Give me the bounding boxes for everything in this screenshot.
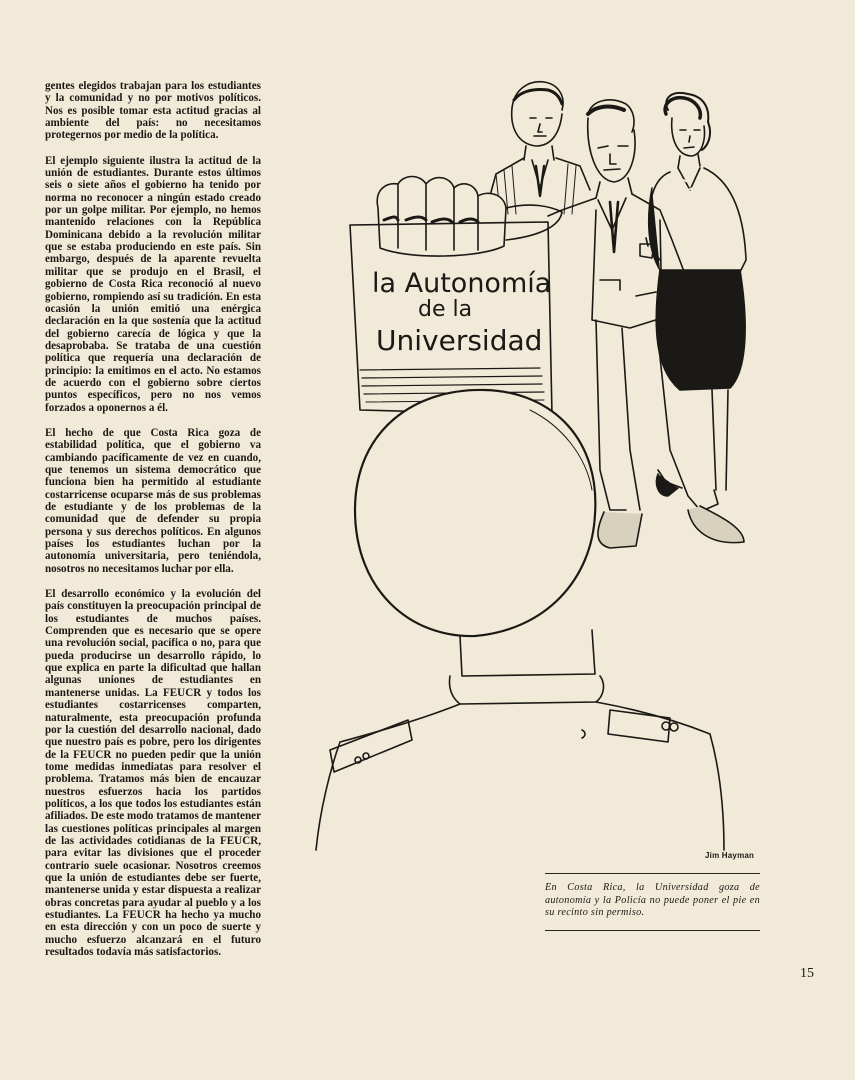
illustration-credit: Jim Hayman: [705, 851, 755, 860]
sign-line-1: la Autonomía: [372, 268, 552, 299]
woman-figure: [649, 93, 746, 510]
background-man-figure: [486, 82, 590, 214]
sign-line-2: de la: [418, 297, 473, 322]
police-officer-figure: [316, 390, 724, 850]
sign-text-group: [372, 268, 551, 357]
article-paragraph-3: El hecho de que Costa Rica goza de estabilidad política, que el gobierno va cambiando pacíficamente de vez en cuando, que tenemos un sistema democrático que funciona bien ha permitido al estudiante costarricense ocuparse más de sus problemas de estudiante y de los problemas de la comunidad que de defender su propia persona y sus derechos políticos. En algunos países los estudiantes luchan por la autonomía universitaria, pero teniéndola, nosotros no necesitamos luchar por ella.: [45, 426, 261, 575]
illustration-caption: En Costa Rica, la Universidad goza de autonomía y la Policía no puede poner el pie en su recinto sin permiso.: [545, 882, 760, 918]
illustration-police-and-university: [300, 70, 800, 860]
fist-figure: [377, 177, 562, 257]
article-paragraph-1: gentes elegidos trabajan para los estudiantes y la comunidad y no por motivos políticos. Nos es posible tomar esta actitud gracias al ambiente del país: no necesitamos protegernos por medio de la política.: [45, 80, 261, 142]
sign-line-3: Universidad: [376, 324, 543, 357]
article-paragraph-4: El desarrollo económico y la evolución del país constituyen la preocupación principal de los estudiantes de muchos países. Comprenden que es necesario que se opere una revolución social, pacífica o no, para que pueda producirse un desarrollo rápido, lo que explica en parte la dificultad que hallan algunas uniones de estudiantes en mantenerse unidas. La FEUCR y todos los estudiantes costarricenses comparten, naturalmente, esta preocupación profunda por la cuestión del desarrollo nacional, dado que nuestro país es pobre, pero los dirigentes de la FEUCR no pueden pedir que la unión tome medidas inmediatas para resolver el problema. Tratamos más bien de encauzar nuestros esfuerzos hacia los partidos políticos, a los que todos los estudiantes están afiliados. De este modo tratamos de mantener las cuestiones políticas principales al margen de las actividades cotidianas de la FEUCR, para evitar las divisiones que el proceder contrario suele ocasionar. Nosotros creemos que la unión de estudiantes debe ser fuerte, mantenerse unida y estar dispuesta a realizar obras concretas para ayudar al pueblo y a los estudiantes. La FEUCR ha hecho ya mucho en esta dirección y con un poco de suerte y mucho esfuerzo alcanzará en el futuro resultados todavía más satisfactorios.: [45, 588, 261, 959]
caption-box: [545, 873, 760, 931]
page-number: 15: [800, 966, 814, 981]
article-paragraph-2: El ejemplo siguiente ilustra la actitud de la unión de estudiantes. Durante estos últimos seis o siete años el gobierno ha tenido por norma no reconocer a ningún estado creado por un golpe militar. Por ejemplo, no hemos mantenido relaciones con la República Dominicana debido a la revolución militar que se estaba produciendo en este país. Sin embargo, después de la aparente revuelta militar que se produjo en el Brasil, el gobierno de Costa Rica reconoció al nuevo gobierno, rompiendo así su tradición. En esta ocasión la unión emitió una enérgica declaración en la que sostenía que la actitud del gobierno carecía de lógica y que la desaprobaba. Se trataba de una cuestión política que requería una declaración de principio: la emitimos en el acto. No estamos de acuerdo con el gobierno sobre ciertos puntos específicos, pero no nos vemos forzados a oponernos a él.: [45, 154, 261, 414]
article-column: [45, 80, 261, 971]
